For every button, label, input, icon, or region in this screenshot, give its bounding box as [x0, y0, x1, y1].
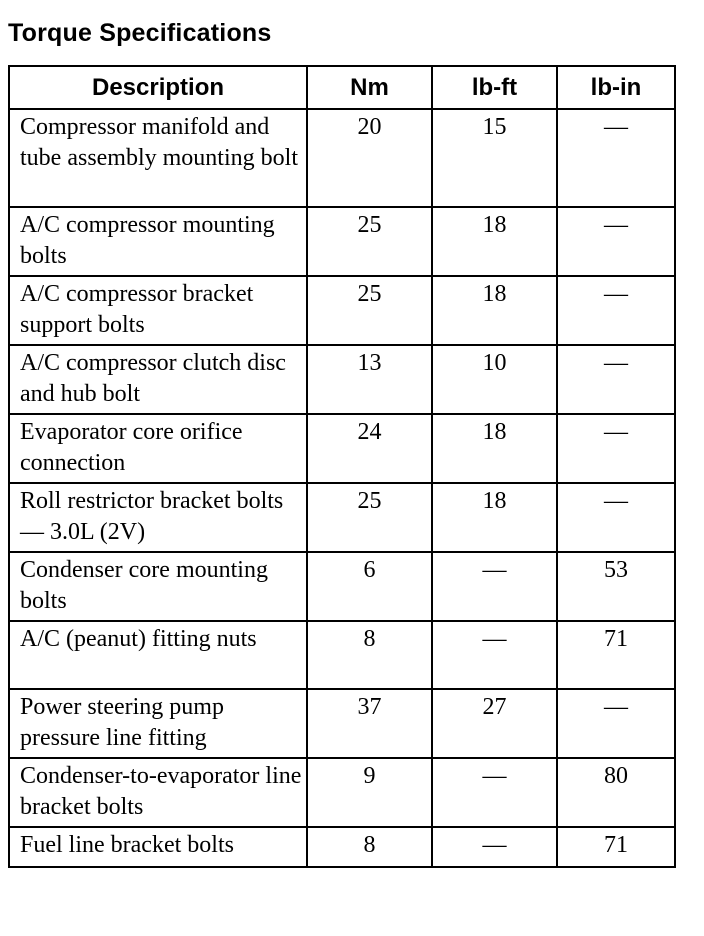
column-header-description: Description [9, 66, 307, 109]
cell-lbin: — [557, 414, 675, 483]
cell-nm: 24 [307, 414, 432, 483]
cell-lbin: 80 [557, 758, 675, 827]
cell-lbft: 10 [432, 345, 557, 414]
table-row [9, 345, 675, 414]
cell-description: Condenser core mounting bolts [9, 552, 307, 621]
cell-description: A/C compressor bracket support bolts [9, 276, 307, 345]
cell-lbin: — [557, 109, 675, 207]
column-header-lbft: lb-ft [432, 66, 557, 109]
cell-lbft: 27 [432, 689, 557, 758]
cell-nm: 25 [307, 207, 432, 276]
column-header-lbin: lb-in [557, 66, 675, 109]
cell-description: A/C compressor mounting bolts [9, 207, 307, 276]
cell-lbft: 18 [432, 414, 557, 483]
table-header-row [9, 66, 675, 109]
table-row [9, 276, 675, 345]
cell-lbft: — [432, 552, 557, 621]
torque-spec-table [8, 65, 676, 868]
cell-lbft: 18 [432, 276, 557, 345]
cell-lbin: 53 [557, 552, 675, 621]
cell-nm: 25 [307, 483, 432, 552]
table-row [9, 827, 675, 867]
cell-lbft: — [432, 621, 557, 689]
page-title: Torque Specifications [8, 19, 272, 47]
table-row [9, 483, 675, 552]
cell-lbin: — [557, 276, 675, 345]
cell-nm: 37 [307, 689, 432, 758]
table-row [9, 109, 675, 207]
table-row [9, 689, 675, 758]
cell-description: Evaporator core orifice connection [9, 414, 307, 483]
cell-description: Compressor manifold and tube assembly mounting bolt [9, 109, 307, 207]
cell-nm: 25 [307, 276, 432, 345]
cell-lbin: — [557, 207, 675, 276]
cell-lbin: — [557, 483, 675, 552]
cell-description: Power steering pump pressure line fitting [9, 689, 307, 758]
cell-lbft: 18 [432, 483, 557, 552]
cell-description: Fuel line bracket bolts [9, 827, 307, 867]
cell-description: Condenser-to-evaporator line bracket bolts [9, 758, 307, 827]
cell-lbin: — [557, 689, 675, 758]
table-row [9, 621, 675, 689]
cell-lbin: — [557, 345, 675, 414]
cell-nm: 20 [307, 109, 432, 207]
cell-lbft: — [432, 758, 557, 827]
cell-lbft: 15 [432, 109, 557, 207]
cell-nm: 8 [307, 827, 432, 867]
cell-description: A/C (peanut) fitting nuts [9, 621, 307, 689]
cell-nm: 13 [307, 345, 432, 414]
table-row [9, 758, 675, 827]
table-row [9, 207, 675, 276]
cell-lbin: 71 [557, 827, 675, 867]
table-row [9, 552, 675, 621]
cell-description: A/C compressor clutch disc and hub bolt [9, 345, 307, 414]
cell-nm: 9 [307, 758, 432, 827]
cell-description: Roll restrictor bracket bolts — 3.0L (2V) [9, 483, 307, 552]
table-row [9, 414, 675, 483]
cell-lbin: 71 [557, 621, 675, 689]
column-header-nm: Nm [307, 66, 432, 109]
cell-nm: 8 [307, 621, 432, 689]
cell-lbft: 18 [432, 207, 557, 276]
cell-nm: 6 [307, 552, 432, 621]
cell-lbft: — [432, 827, 557, 867]
